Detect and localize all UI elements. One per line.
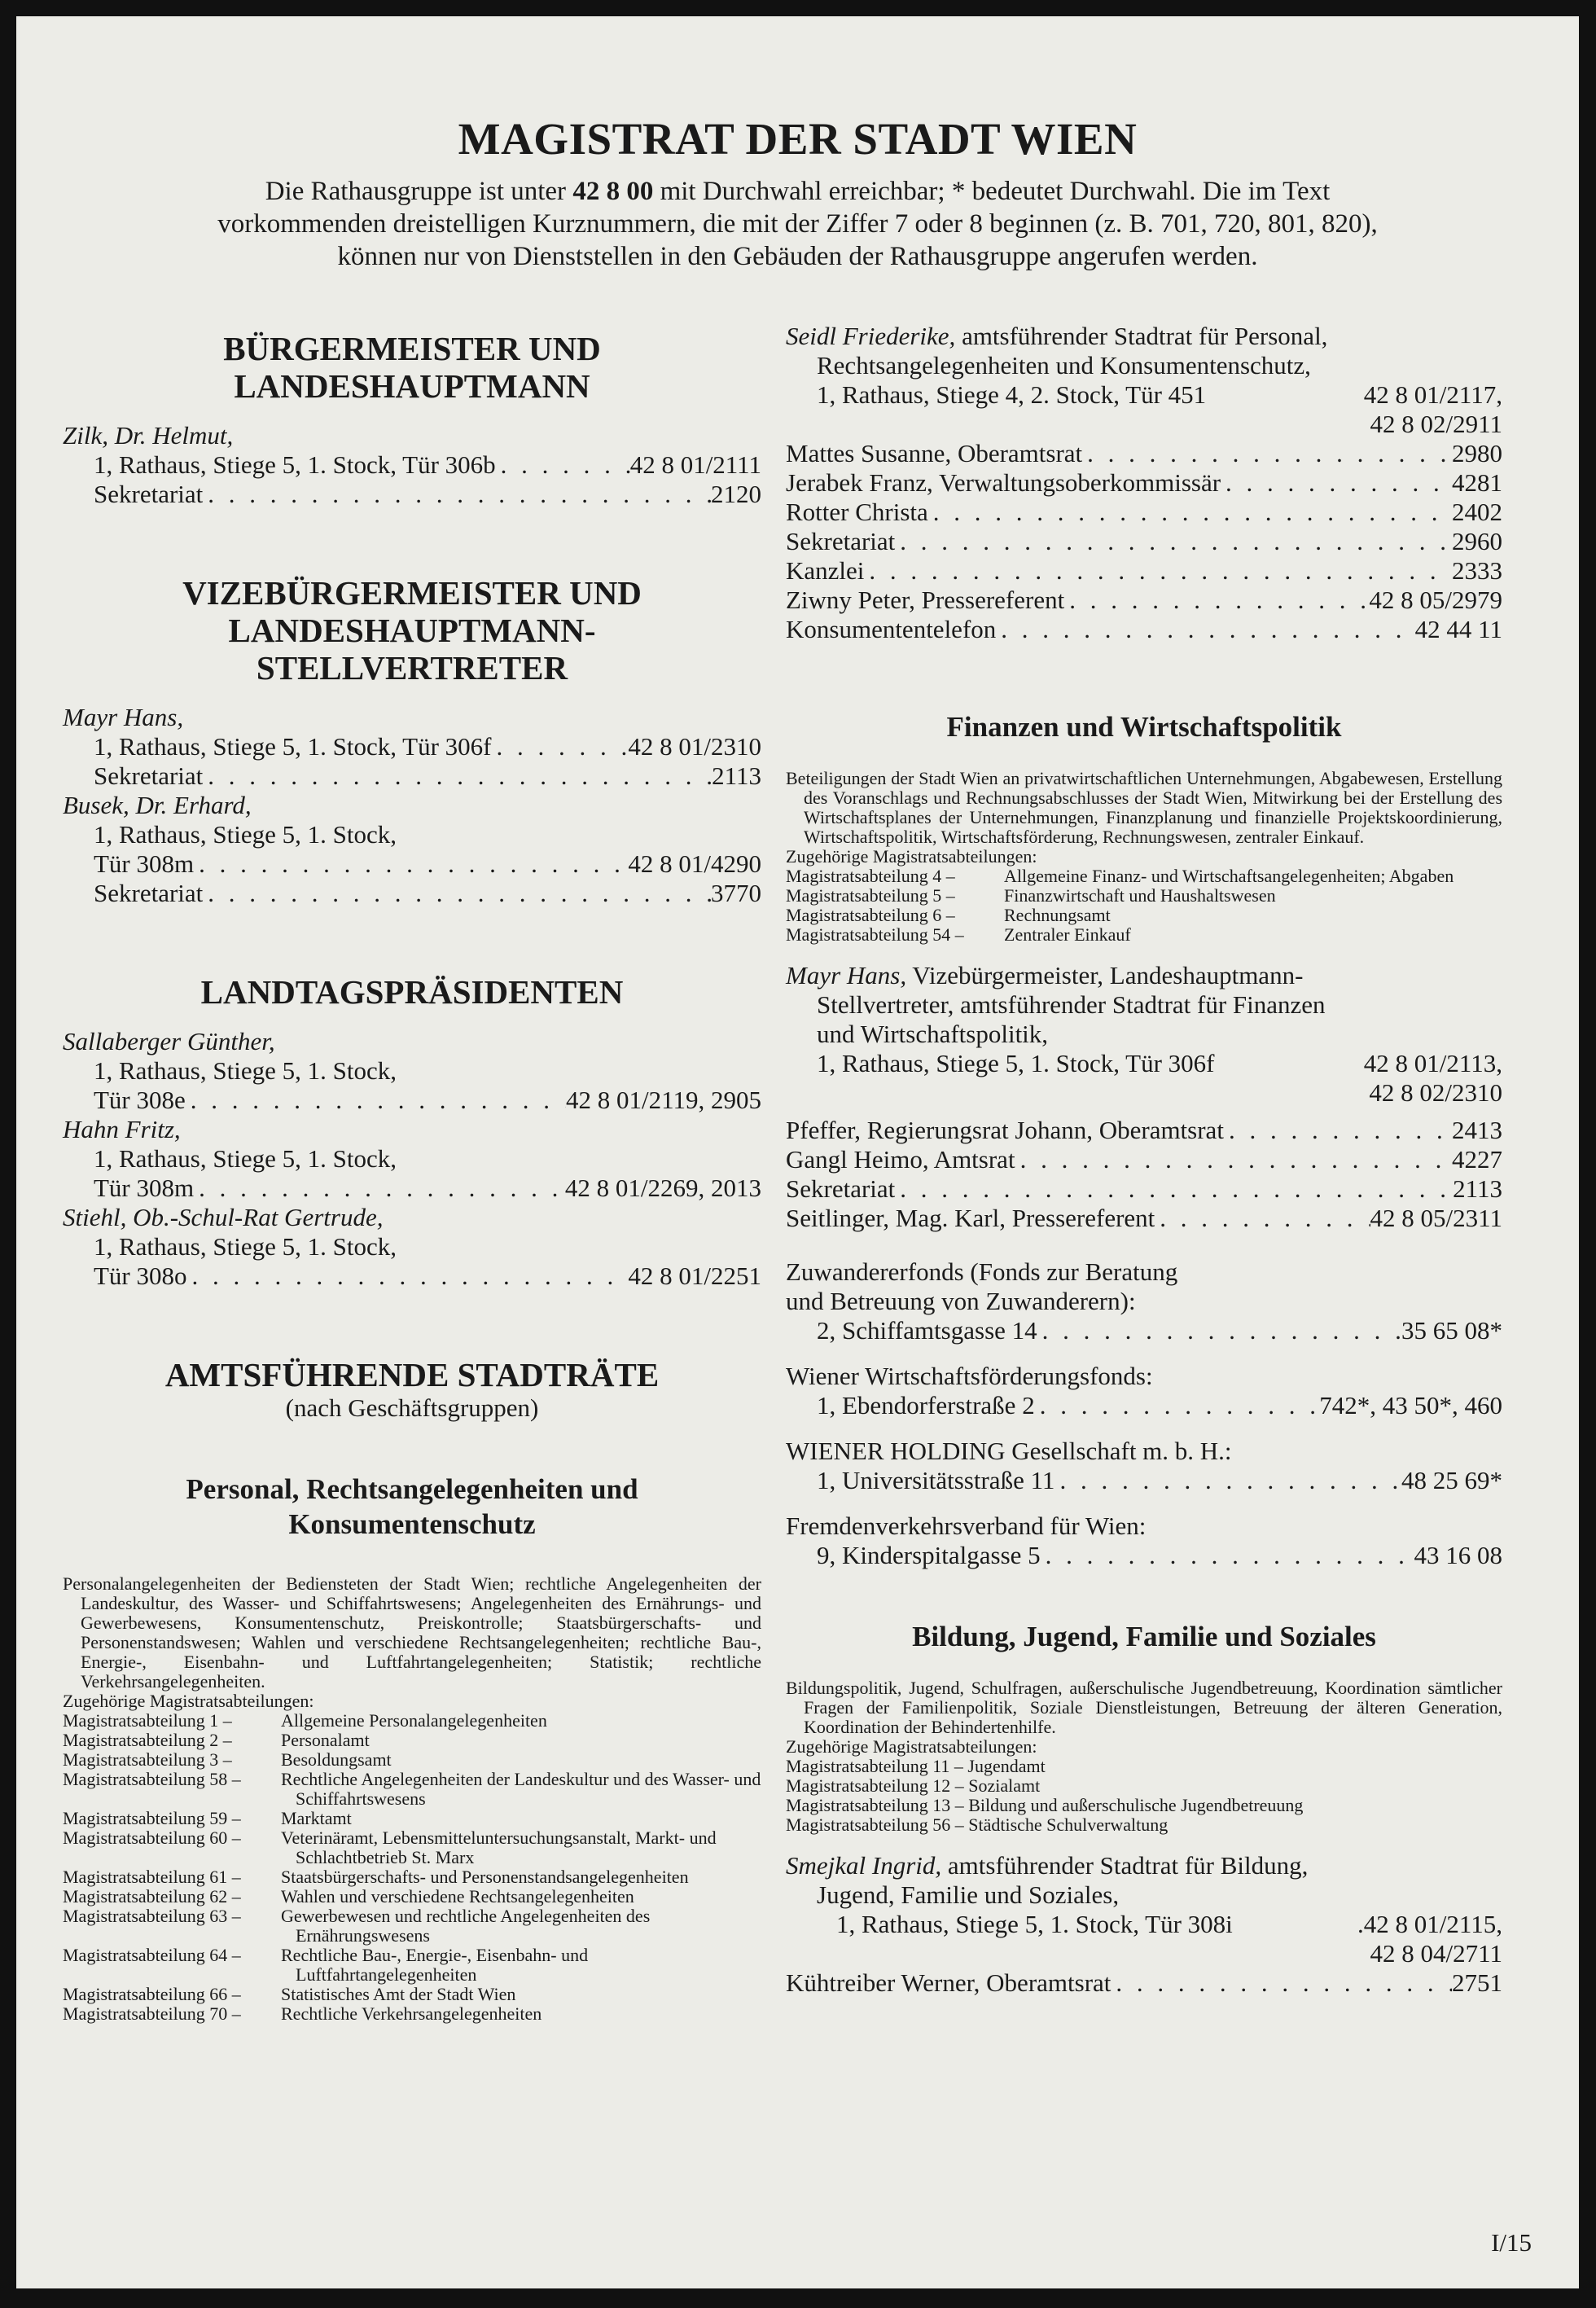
entry-buergermeister: Zilk, Dr. Helmut, 1, Rathaus, Stiege 5, 1. Stock, Tür 306b . . . 42 8 01/2111 Sekretariat . . . 2120: [63, 421, 761, 509]
bildung-description: Bildungspolitik, Jugend, Schulfragen, außerschulische Jugendbetreuung, Koordination sämtlicher Fragen der Familienpolitik, Soziale Dienstleistungen, Betreuung der älteren Generation, Koordination der Behindertenhilfe.: [786, 1678, 1502, 1737]
document-page: [16, 16, 1579, 2288]
entry-stiehl: Stiehl, Ob.-Schul-Rat Gertrude, 1, Rathaus, Stiege 5, 1. Stock, Tür 308o . . . 42 8 01/2251: [63, 1203, 761, 1291]
finanzen-description: Beteiligungen der Stadt Wien an privatwirtschaftlichen Unternehmungen, Abgabewesen, Erstellung des Voranschlags und Rechnungsabschlusses der Stadt Wien, Mitwirkung bei der Erstellung des Wirtschaftsplanes der Unternehmungen, Finanzplanung und finanzielle Projektskoordinierung, Wirtschaftspolitik, Wirtschaftsförderung, Rechnungswesen, zentraler Einkauf.: [786, 768, 1502, 847]
dept-item: Magistratsabteilung 13 – Bildung und außerschulische Jugendbetreuung: [786, 1795, 1304, 1815]
personal-depts-list: [63, 1711, 761, 2024]
dept-item: Magistratsabteilung 4 – Allgemeine Finanz- und Wirtschaftsangelegenheiten; Abgaben: [786, 866, 1454, 886]
section-heading-buergermeister: BÜRGERMEISTER UND LANDESHAUPTMANN: [223, 330, 601, 405]
page-header: [16, 110, 1579, 273]
dept-item: Magistratsabteilung 66 – Statistisches Amt der Stadt Wien: [63, 1984, 516, 2004]
personal-depts-label: Zugehörige Magistratsabteilungen:: [63, 1691, 314, 1711]
section-heading-bildung: Bildung, Jugend, Familie und Soziales: [912, 1621, 1376, 1652]
entry-mayr: Mayr Hans, 1, Rathaus, Stiege 5, 1. Stock, Tür 306f . . . 42 8 01/2310 Sekretariat . . . 2113: [63, 703, 761, 791]
staff-row: Seitlinger, Mag. Karl, Pressereferent . . . 42 8 05/2311: [786, 1204, 1502, 1233]
entry-hahn: Hahn Fritz, 1, Rathaus, Stiege 5, 1. Stock, Tür 308m . . . 42 8 01/2269, 2013: [63, 1115, 761, 1203]
staff-row: Gangl Heimo, Amtsrat . . . 4227: [786, 1145, 1502, 1174]
intro-text: Die Rathausgruppe ist unter 42 8 00 mit Durchwahl erreichbar; * bedeutet Durchwahl. Die im Text vorkommenden dreistelligen Kurznummern, die mit der Ziffer 7 oder 8 beginnen (z. B. 701, 720, 801, 820), können nur von Dienststellen in den Gebäuden der Rathausgruppe angerufen werden.: [217, 177, 1378, 271]
dept-item: Magistratsabteilung 1 – Allgemeine Personalangelegenheiten: [63, 1710, 547, 1731]
staff-row: Kühtreiber Werner, Oberamtsrat . . . 2751: [786, 1968, 1502, 1998]
section-heading-landtag: LANDTAGSPRÄSIDENTEN: [200, 973, 624, 1011]
dept-item: Magistratsabteilung 60 – Veterinäramt, Lebensmitteluntersuchungsanstalt, Markt- und Schlachtbetrieb St. Marx: [63, 1828, 717, 1867]
finanzen-staff-list: [786, 1116, 1502, 1233]
finanzen-depts-list: [786, 867, 1502, 945]
staff-row: Kanzlei . . . 2333: [786, 556, 1502, 586]
dept-item: Magistratsabteilung 62 – Wahlen und verschiedene Rechtsangelegenheiten: [63, 1886, 634, 1907]
entry-seidl: Seidl Friederike, amtsführender Stadtrat für Personal, Rechtsangelegenheiten und Konsumentenschutz, 1, Rathaus, Stiege 4, 2. Stock, Tür 451 42 8 01/2117, 42 8 02/2911: [786, 322, 1502, 438]
fonds-wirtschaft: Wiener Wirtschaftsförderungsfonds: 1, Ebendorferstraße 2 . . . 742*, 43 50*, 460: [786, 1362, 1502, 1420]
dept-item: Magistratsabteilung 3 – Besoldungsamt: [63, 1749, 392, 1770]
dept-item: Magistratsabteilung 12 – Sozialamt: [786, 1775, 1041, 1796]
right-column: [786, 322, 1502, 1998]
left-column: [63, 322, 761, 2024]
staff-row: Rotter Christa . . . 2402: [786, 498, 1502, 527]
dept-item: Magistratsabteilung 58 – Rechtliche Angelegenheiten der Landeskultur und des Wasser- und Schiffahrtswesens: [63, 1769, 761, 1809]
entry-mayr-finanzen: Mayr Hans, Vizebürgermeister, Landeshauptmann- Stellvertreter, amtsführender Stadtrat für Finanzen und Wirtschaftspolitik, 1, Rathaus, Stiege 5, 1. Stock, Tür 306f 42 8 01/2113, 42 8 02/2310: [786, 961, 1502, 1107]
page-title: MAGISTRAT DER STADT WIEN: [458, 114, 1138, 164]
dept-item: Magistratsabteilung 64 – Rechtliche Bau-, Energie-, Eisenbahn- und Luftfahrtangelegenheiten: [63, 1945, 589, 1985]
main-phone-number: 42 8 00: [572, 177, 654, 206]
finanzen-depts-label: Zugehörige Magistratsabteilungen:: [786, 846, 1037, 867]
staff-row: Sekretariat . . . 2960: [786, 527, 1502, 556]
dept-item: Magistratsabteilung 63 – Gewerbewesen und rechtliche Angelegenheiten des Ernährungswesens: [63, 1906, 651, 1946]
section-heading-personal: Personal, Rechtsangelegenheiten und Konsumentenschutz: [186, 1473, 638, 1540]
staff-row: Konsumententelefon . . . 42 44 11: [786, 615, 1502, 644]
personal-description: Personalangelegenheiten der Bediensteten der Stadt Wien; rechtliche Angelegenheiten der Landeskultur, des Wasser- und Schiffahrtswesens; Angelegenheiten des Ernährungs- und Gewerbewesens, Konsumentenschutz, Preiskontrolle; Staatsbürgerschafts- und Personenstandswesen; Wahlen und verschiedene Rechtsangelegenheiten; rechtliche Bau-, Energie-, Eisenbahn- und Luftfahrtangelegenheiten; Statistik; rechtliche Verkehrsangelegenheiten.: [63, 1573, 761, 1692]
staff-row: Pfeffer, Regierungsrat Johann, Oberamtsrat . . . 2413: [786, 1116, 1502, 1145]
staff-row: Ziwny Peter, Pressereferent . . . 42 8 05/2979: [786, 586, 1502, 615]
dept-item: Magistratsabteilung 59 – Marktamt: [63, 1808, 352, 1828]
dept-item: Magistratsabteilung 2 – Personalamt: [63, 1730, 370, 1750]
bildung-depts-list: [786, 1757, 1502, 1835]
entry-smejkal: Smejkal Ingrid, amtsführender Stadtrat für Bildung, Jugend, Familie und Soziales, 1, Rathaus, Stiege 5, 1. Stock, Tür 308i .42 8 01/2115, 42 8 04/2711: [786, 1851, 1502, 1968]
page-number: I/15: [1491, 2228, 1532, 2257]
section-subheading-stadtraete: (nach Geschäftsgruppen): [285, 1393, 539, 1422]
staff-row: Sekretariat . . . 2113: [786, 1174, 1502, 1204]
dept-item: Magistratsabteilung 5 – Finanzwirtschaft und Haushaltswesen: [786, 885, 1276, 906]
wiener-holding: WIENER HOLDING Gesellschaft m. b. H.: 1, Universitätsstraße 11 . . . 48 25 69*: [786, 1437, 1502, 1495]
staff-row: Mattes Susanne, Oberamtsrat . . . 2980: [786, 439, 1502, 468]
dept-item: Magistratsabteilung 54 – Zentraler Einkauf: [786, 924, 1131, 945]
section-heading-finanzen: Finanzen und Wirtschaftspolitik: [946, 711, 1342, 743]
dept-item: Magistratsabteilung 61 – Staatsbürgerschafts- und Personenstandsangelegenheiten: [63, 1867, 689, 1887]
fonds-zuwanderer: Zuwandererfonds (Fonds zur Beratung und Betreuung von Zuwanderern): 2, Schiffamtsgasse 14 . . . 35 65 08*: [786, 1257, 1502, 1345]
seidl-staff-list: [786, 439, 1502, 644]
dept-item: Magistratsabteilung 6 – Rechnungsamt: [786, 905, 1111, 925]
dept-item: Magistratsabteilung 11 – Jugendamt: [786, 1756, 1046, 1776]
dept-item: Magistratsabteilung 70 – Rechtliche Verkehrsangelegenheiten: [63, 2003, 542, 2024]
entry-busek: Busek, Dr. Erhard, 1, Rathaus, Stiege 5, 1. Stock, Tür 308m . . . 42 8 01/4290 Sekretariat . . . 3770: [63, 791, 761, 908]
section-heading-stadtraete: AMTSFÜHRENDE STADTRÄTE: [164, 1356, 660, 1393]
entry-sallaberger: Sallaberger Günther, 1, Rathaus, Stiege 5, 1. Stock, Tür 308e . . . 42 8 01/2119, 2905: [63, 1027, 761, 1115]
section-heading-vize: VIZEBÜRGERMEISTER UND LANDESHAUPTMANN- STELLVERTRETER: [182, 574, 642, 687]
dept-item: Magistratsabteilung 56 – Städtische Schulverwaltung: [786, 1814, 1168, 1835]
bildung-depts-label: Zugehörige Magistratsabteilungen:: [786, 1736, 1037, 1757]
staff-row: Jerabek Franz, Verwaltungsoberkommissär . . . 4281: [786, 468, 1502, 498]
fremdenverkehrsverband: Fremdenverkehrsverband für Wien: 9, Kinderspitalgasse 5 . . . 43 16 08: [786, 1512, 1502, 1570]
sekretariat-row: Sekretariat . . . 2120: [63, 480, 761, 509]
